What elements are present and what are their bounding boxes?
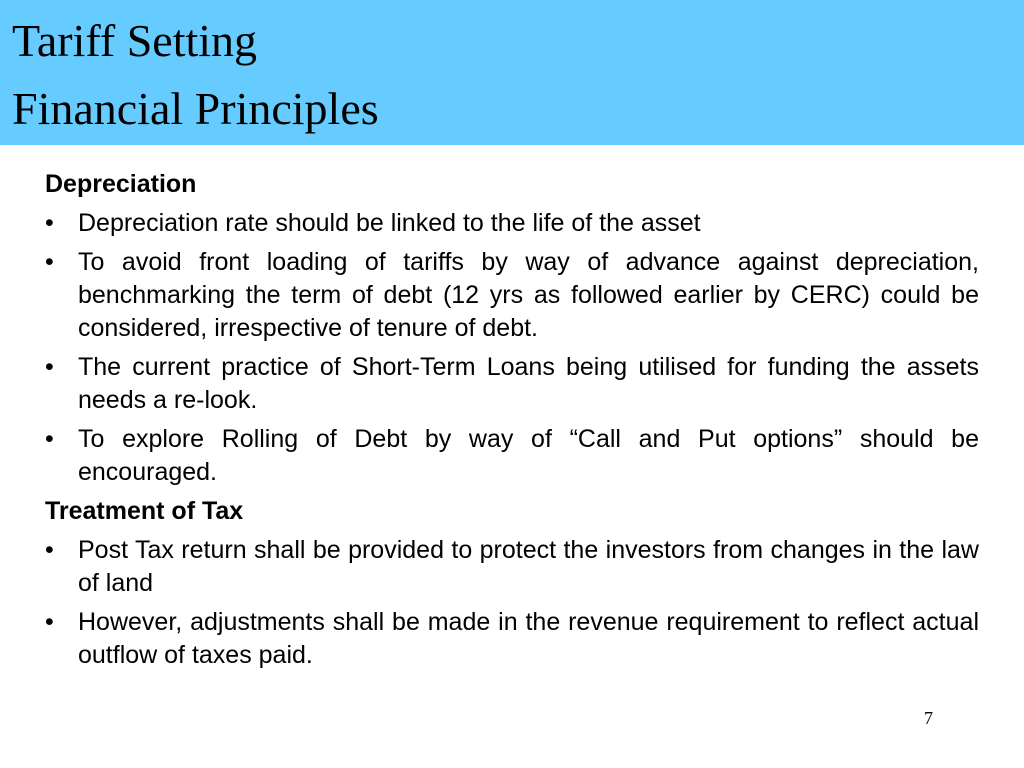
bullet-item bbox=[45, 207, 979, 240]
bullet-item bbox=[45, 534, 979, 600]
bullet-list bbox=[45, 534, 979, 672]
bullet-text: Depreciation rate should be linked to the life of the asset bbox=[78, 209, 701, 237]
bullet-text: The current practice of Short-Term Loans being utilised for funding the assets needs a re-look. bbox=[78, 353, 979, 414]
page-number: 7 bbox=[924, 708, 933, 728]
bullet-icon: • bbox=[45, 536, 54, 564]
slide-header bbox=[0, 0, 1024, 145]
bullet-icon: • bbox=[45, 209, 54, 237]
section-depreciation bbox=[45, 168, 979, 489]
slide-title-line-1: Tariff Setting bbox=[12, 15, 258, 66]
bullet-text: However, adjustments shall be made in the revenue requirement to reflect actual outflow of taxes paid. bbox=[78, 608, 979, 669]
header-divider bbox=[0, 145, 1024, 148]
section-treatment-of-tax bbox=[45, 495, 979, 672]
bullet-item bbox=[45, 246, 979, 345]
bullet-item bbox=[45, 606, 979, 672]
section-heading: Depreciation bbox=[45, 170, 197, 198]
bullet-icon: • bbox=[45, 248, 54, 276]
bullet-item bbox=[45, 351, 979, 417]
slide-title-line-2: Financial Principles bbox=[12, 83, 379, 134]
bullet-text: To avoid front loading of tariffs by way of advance against depreciation, benchmarking the term of debt (12 yrs as followed earlier by CERC) could be considered, irrespective of tenure of debt. bbox=[78, 248, 979, 342]
bullet-text: Post Tax return shall be provided to protect the investors from changes in the law of land bbox=[78, 536, 979, 597]
bullet-icon: • bbox=[45, 608, 54, 636]
bullet-text: To explore Rolling of Debt by way of “Call and Put options” should be encouraged. bbox=[78, 425, 979, 486]
slide-body bbox=[45, 168, 979, 678]
bullet-icon: • bbox=[45, 425, 54, 453]
bullet-item bbox=[45, 423, 979, 489]
bullet-list bbox=[45, 207, 979, 489]
section-heading: Treatment of Tax bbox=[45, 497, 244, 525]
bullet-icon: • bbox=[45, 353, 54, 381]
